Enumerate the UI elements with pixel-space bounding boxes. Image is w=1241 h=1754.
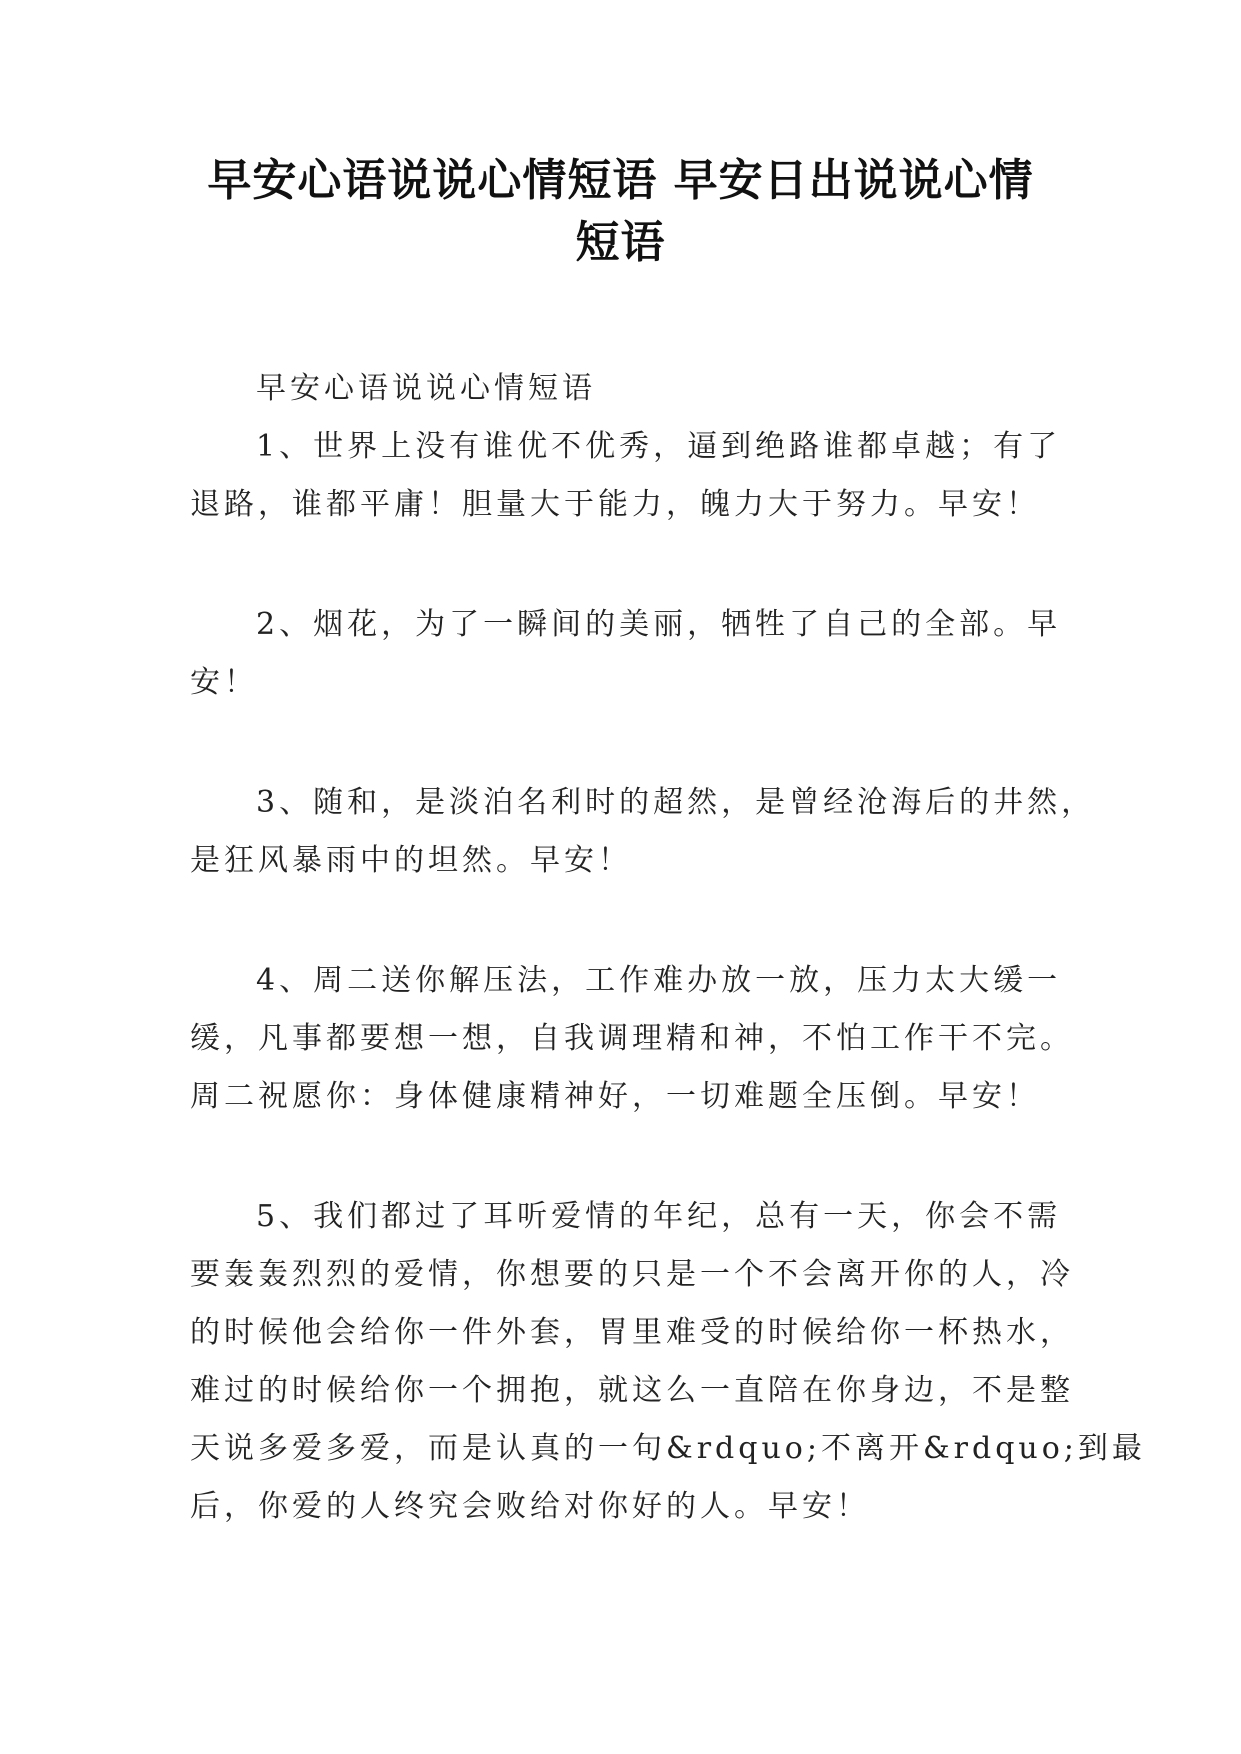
- paragraph-line: 3、随和，是淡泊名利时的超然，是曾经沧海后的井然，: [256, 785, 1096, 820]
- paragraph-spacer: [190, 534, 1070, 596]
- document-subtitle: 早安心语说说心情短语: [256, 371, 596, 406]
- paragraph-line: 是狂风暴雨中的坦然。早安！: [190, 843, 632, 878]
- paragraph-spacer: [190, 1126, 1070, 1188]
- paragraph-line: 1、世界上没有谁优不优秀，逼到绝路谁都卓越；有了: [256, 429, 1062, 464]
- paragraph-line: 安！: [190, 665, 258, 700]
- paragraph-line: 后，你爱的人终究会败给对你好的人。早安！: [190, 1489, 870, 1524]
- paragraph-line: 难过的时候给你一个拥抱，就这么一直陪在你身边，不是整: [190, 1373, 1074, 1408]
- paragraph-spacer: [190, 890, 1070, 952]
- paragraph-line: 周二祝愿你：身体健康精神好，一切难题全压倒。早安！: [190, 1079, 1040, 1114]
- paragraph-5: [190, 1188, 1146, 1536]
- paragraph-line: 的时候他会给你一件外套，胃里难受的时候给你一杯热水，: [190, 1315, 1074, 1350]
- document-title: [180, 150, 1061, 274]
- paragraph-spacer: [190, 712, 1070, 774]
- paragraph-3: [190, 774, 1096, 890]
- title-line-2: 短语: [575, 217, 666, 268]
- title-line-1: 早安心语说说心情短语 早安日出说说心情: [207, 155, 1034, 206]
- paragraph-line: 天说多爱多爱，而是认真的一句&rdquo;不离开&rdquo;到最: [190, 1431, 1146, 1466]
- paragraph-line: 5、我们都过了耳听爱情的年纪，总有一天，你会不需: [256, 1199, 1062, 1234]
- paragraph-1: [190, 418, 1070, 534]
- paragraph-line: 要轰轰烈烈的爱情，你想要的只是一个不会离开你的人，冷: [190, 1257, 1074, 1292]
- document-body: [190, 360, 1146, 1536]
- paragraph-line: 2、烟花，为了一瞬间的美丽，牺牲了自己的全部。早: [256, 607, 1062, 642]
- paragraph-line: 4、周二送你解压法，工作难办放一放，压力太大缓一: [256, 963, 1062, 998]
- paragraph-line: 退路，谁都平庸！胆量大于能力，魄力大于努力。早安！: [190, 487, 1040, 522]
- paragraph-2: [190, 596, 1070, 712]
- paragraph-line: 缓，凡事都要想一想，自我调理精和神，不怕工作干不完。: [190, 1021, 1074, 1056]
- paragraph-4: [190, 952, 1074, 1126]
